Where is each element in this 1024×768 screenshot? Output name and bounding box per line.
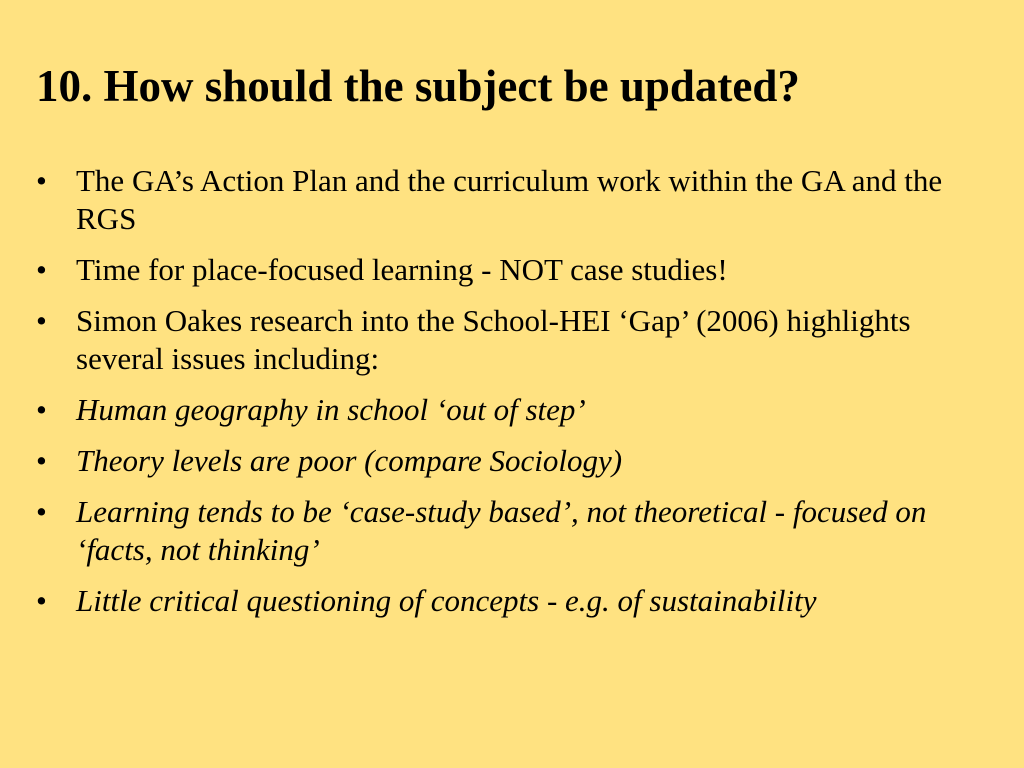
- bullet-marker: •: [36, 494, 47, 529]
- bullet-marker: •: [36, 583, 47, 618]
- bullet-text: Little critical questioning of concepts - e.g. of sustainability: [76, 583, 817, 618]
- bullet-text: Theory levels are poor (compare Sociology): [76, 443, 623, 478]
- bullet-item-5: [36, 442, 976, 480]
- bullet-text: Simon Oakes research into the School-HEI ‘Gap’ (2006) highlights several issues including:: [76, 303, 911, 376]
- bullet-marker: •: [36, 163, 47, 198]
- bullet-item-2: [36, 251, 976, 289]
- bullet-item-4: [36, 391, 976, 429]
- bullet-item-1: [36, 162, 976, 238]
- slide-title: 10. How should the subject be updated?: [36, 61, 800, 111]
- bullet-marker: •: [36, 443, 47, 478]
- bullet-text: Human geography in school ‘out of step’: [76, 392, 586, 427]
- bullet-text: Time for place-focused learning - NOT case studies!: [76, 252, 728, 287]
- bullet-marker: •: [36, 303, 47, 338]
- bullet-text: The GA’s Action Plan and the curriculum work within the GA and the RGS: [76, 163, 943, 236]
- bullet-item-3: [36, 302, 976, 378]
- bullet-item-7: [36, 582, 976, 620]
- bullet-marker: •: [36, 252, 47, 287]
- bullet-list: [36, 162, 976, 633]
- bullet-text: Learning tends to be ‘case-study based’, not theoretical - focused on ‘facts, not thinking’: [76, 494, 927, 567]
- bullet-item-6: [36, 493, 976, 569]
- bullet-marker: •: [36, 392, 47, 427]
